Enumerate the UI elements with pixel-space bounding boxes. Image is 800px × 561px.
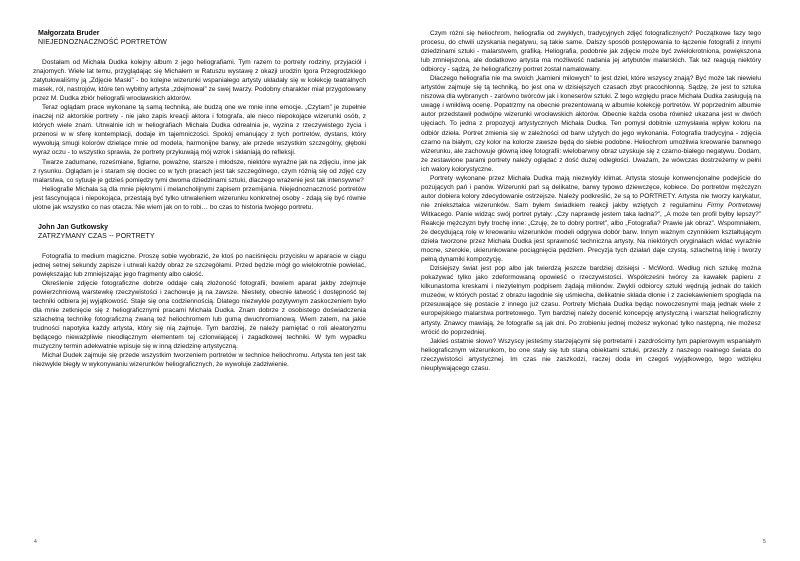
paragraph: Dlaczego heliografia nie ma swoich „kamieni milowych” to jest dziel, które wszyscy znają? Być może tak niewielu artystów zajmuje się tą techniką, bo jest ona w dzisiejszych czasach zbyt pracochłonną. Sądzę, że jest to sztuka niszowa dla wybranych - zarówno twórców jak i koneserów sztuki. Z tego względu prace Michała Dudka zasługują na uwagę i wnikliwą ocenę. Popatrzmy na obecnie prezentowaną w albumie kolekcję portretów. W poprzednim albumie autor przedstawił podwójne wizerunki wrocławskich aktorów. Obecnie każda osoba również ukazana jest w dwóch ujęciach. To jedna z propozycji artystycznych Michała Dudka. Ten pomysł dobitnie uzmysławia wpływ koloru na odbiór dzieła. Portret zmienia się w zależności od barw użytych do jego wykonania. Fotografia tradycyjna - zdjęcia czarno na białym, czy kolor na kolorze zawsze będą do siebie podobne. Heliochrom umożliwia kreowanie barwnego wizerunku, ale zachowuje główną ideę fotografii: wielobarwny obraz uzyskuje się z czarno-białego negatywu. Dodam, że zestawione parami portrety należy oglądać z dość dużej odległości. Uważam, że wówczas dostrzeżemy w pełni ich walory kolorystyczne.: [421, 75, 761, 173]
page-number: 5: [763, 539, 766, 545]
section-author: John Jan Gutkowsky: [38, 223, 109, 231]
paragraph: Portrety wykonane przez Michała Dudka mają niezwykły klimat. Artysta stosuje konwencjonalne podejście do pozujących pań i panów. Wizerunki pań są delikatne, barwy typowo dziewczęce, kobiece. Do portretów mężczyzn autor dobiera kolory zdecydowanie ostrzejsze. Należy podkreślić, że są to PORTRETY. Artysta nie tworzy karykatur, nie zniekształca wizerunków. Sam byłem świadkiem reakcji jakby wziętych z regulaminu Firmy Portretowej Witkacego. Panie widząc swój portret pytały: „Czy naprawdę jestem taka ładna?”, „A może ten profil byłby lepszy?” Reakcje mężczyzn były trochę inne: „Czuję, że to dobry portret”, albo „Fotografia? Prawie jak obraz”. Wspomniałem, że decydującą rolę w kreowaniu wizerunków modeli odgrywa dobór barw. Innym ważnym czynnikiem kształtującym dzieła tworzone przez Michała Dudka jest sprawność techniczna artysty. Na niektórych oryginałach widać wyraźnie mocne, szerokie, ukierunkowane pociągnięcia pędzlem. Precyzja tych działań daje czystą, szlachetną linię i tworzy pełną dynamiki kompozycję.: [421, 174, 761, 264]
paragraph: Fotografia to medium magiczne. Proszę sobie wyobrazić, że ktoś po naciśnięciu przycisku w aparacie w ciągu jednej setnej sekundy zapisze i utrwali każdy obraz ze szczegółami. Przed będzie mógł go wielokrotnie powielać, powiększając lub zmniejszając jego fragmenty albo całość.: [33, 252, 366, 278]
paragraph: Jakieś ostatnie słowo? Wszyscy jesteśmy starzejącymi się portretami i zazdrościmy tym papierowym wspaniałym heliograficznym wizerunkom, bo one stały się tub staną obiektami sztuki, przeszły z naszego realnego świata do rzeczywistości artystycznej. Im czas nie zaszkodzi, raczej doda im czegoś wyjątkowego, tego wdzięku nieupływającego czasu.: [421, 337, 761, 372]
paragraph: Dzisiejszy świat jest pop albo jak twierdzą jeszcze bardziej dzisiejsi - McWord. Według nich sztukę można pokazywać tylko jako zdeformowaną opowieść o rzeczywistości. Współcześni twórcy za kawałek papieru z kilkunastoma kreskami i niezytelnym podpisem żądają milionów. Zwykli odbiorcy sztuki wędrują jednak do takich muzeów, w których postać z obrazu łagodnie się uśmiecha, delikatnie składa dłonie i z zaciekawieniem spogląda na przesuwające się postacie z innego już czasu. Portrety Michała Dudka będąc nowoczesnymi mają jednak wiele z europejskiego malarstwa portretowego. Tym bardziej należy docenić koncepcję artystyczną i warsztat heliograficzny artysty. Znawcy mawiają, że fotografie są jak dni. Po zrobieniu jednej możesz wykonać tylko następną, nie możesz wrócić do poprzedniej.: [421, 265, 761, 336]
paragraph: Heliografie Michała są dla mnie pięknymi i melancholijnymi zapisem przemijania. Niejednoznaczność portretów jest fascynująca i niepokojąca, przestają być tylko utrwaleniem wizerunku konkretnej osoby - zdają się być równie ulotne jak wszystko co nas otacza. Nie wiem jak on to robi… bo czas to historia twojego portretu.: [33, 185, 366, 211]
left-text-column: [33, 29, 366, 369]
paragraph: Czym różni się heliochrom, heliografia od zwykłych, tradycyjnych zdjęć fotograficznych? Początkowe fazy tego procesu, do chwili uzyskania negatywu, są takie same. Dalszy sposób postępowania to łączenie fotografii z innymi dziedzinami sztuki - malarstwem, grafiką. Heliografia, podobnie jak zdjęcie może być zwielokrotniona, powiększona lub zmniejszona, ale dodatkowo artysta ma możliwość nadania jej artybutów malarskich. Tak też reagują niektóry odbiorcy - sądzą, że heliograficzny portret został namalowany.: [421, 30, 761, 74]
paragraph: Dostałam od Michała Dudka kolejny album z jego heliografiami. Tym razem to portrety rodziny, przyjaciół i znajomych. Wiele lat temu, przyglądając się Michałem w Ratuszu wystawę z okazji urodzin Igora Przegrodzkiego zatytułowaliśmy ją „Zdjęcie Maski” - bo kolejne wizerunki wspaniałego artysty układały się w kolekcję teatralnych masek, ról, nastrojów, które ten wybitny artysta „zdejmował” ze swej twarzy. Podobny charakter miał przygotowany przez M. Dudka zbiór heliografii wrocławskich aktorów.: [33, 59, 366, 103]
page-number: 4: [34, 539, 37, 545]
italic-text: Firmy Portretowej: [707, 201, 761, 209]
section-title: NIEJEDNOZNACZNOŚĆ PORTRETÓW: [38, 39, 167, 46]
right-page: [400, 0, 800, 561]
section-title: ZATRZYMANY CZAS -- PORTRETY: [38, 232, 155, 240]
paragraph: Twarze zadumane, roześmiane, figlarne, poważne, starsze i młodsze, niektóre wyraźne jak na zdjęciu, inne jak z rysunku. Oglądam je i staram się dociec co w tych pracach jest tak szczególnego, czym różnią się od zdjęć czy malarstwa, co sytuuje je gdzieś pomiędzy tymi dwoma dziedzinami sztuki, dlaczego wrażenie jest tak intensywne?: [33, 158, 366, 184]
paragraph: Michał Dudek zajmuje się przede wszystkim tworzeniem portretów w technice heliochromu. Artysta ten jest tak niezwykle biegły w wykonywaniu wizerunków heliograficznych, że wywołuje zadziwienie.: [33, 352, 366, 369]
paragraph: Określenie zdjęcie fotograficzne dobrze oddaje całą złożoność fotografii, bowiem aparat jakby zdejmuje powierzchniową warstewkę rzeczywistości i zachowuje ją na zawsze. Niestety, obecnie łatwość i dostępność tej techniki odbiera jej wyjątkowość. Staje się ona codziennością. Dlatego niezwykle pozytywnym zaskoczeniem było dla mnie zetknięcie się z heliograficznymi pracami Michała Dudka. Znam dobrze z osobistego doświadczenia szlachetną technikę fotograficzną zwaną też heliochromem lub gumą dwuchromianową. Wiem zatem, na jakie trudności napotyka każdy artysta, który się nią zajmuje. Tym bardziej, że należy pamiętać o roli aleatoryzmu będącego nieważpliwie nieodłącznym elementem tej czlonwiającej i zagadkowej techniki. W tym wypadku muzyczny termin adekwatnie wpisuje się w inną dziedzinę artystyczną.: [33, 279, 366, 351]
section-author: Małgorzata Bruder: [38, 30, 100, 37]
paragraph: Teraz oglądam prace wykonane tą samą techniką, ale budzą one we mnie inne emocje. „Czytam” je zupełnie inaczej niż aktorskie portrety - nie jako zapis kreacji aktora i fotografa, ale nieco niepokojące wizerunki osób, z których wiele znam. Utrwalnie ich w heliografiach Michała Dudka odrealnia je, wyzina z rzeczywistego życia i przenosi w w sferę kontemplacji, dodaje im tajemniczości. Spokój emanujący z tych portretów, dystans, który wywołują smugi kolorów dzielące mnie od modela, harmonijne barwy, ale przede wszystkim szczególny, głęboki wyraz oczu - to wszystko sprawia, że portrety przykuwają mój wzrok i skłaniają do refleksji.: [33, 104, 366, 157]
right-text-column: [421, 29, 761, 373]
